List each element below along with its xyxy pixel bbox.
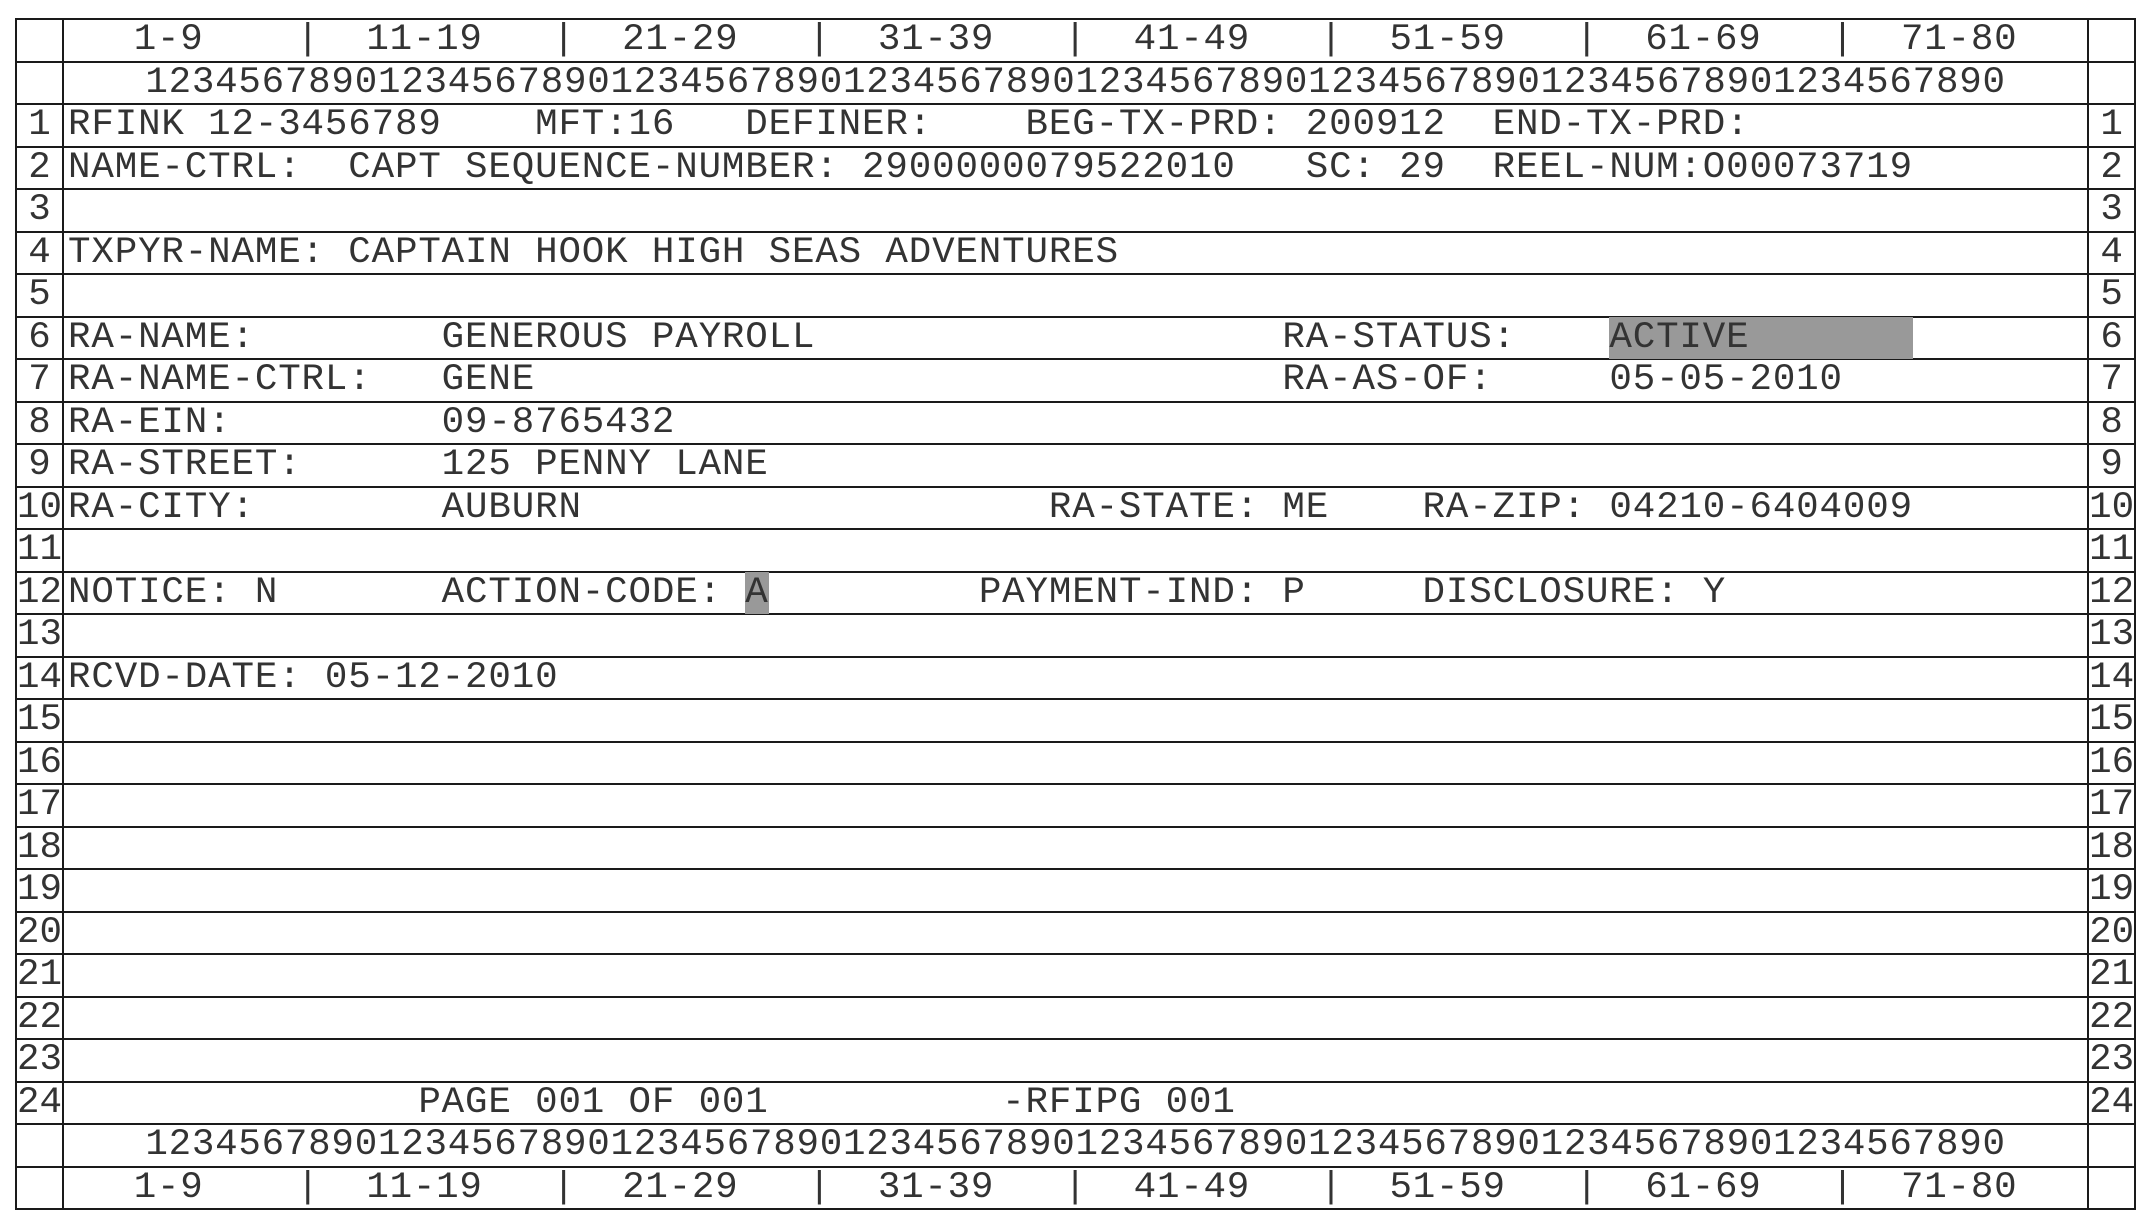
line-number: 17 xyxy=(2089,784,2135,827)
line-number: 9 xyxy=(16,444,63,487)
column-digits-label: 12345678901234567890123456789012345678901234567890123456789012345678901234567890 xyxy=(63,62,2088,105)
screen-line xyxy=(16,487,2135,530)
ra-status-field[interactable]: ACTIVE xyxy=(1609,316,1913,359)
line-text[interactable] xyxy=(63,784,2088,827)
line-number: 15 xyxy=(17,699,63,742)
line-number: 6 xyxy=(2088,317,2135,360)
line-number: 13 xyxy=(2089,614,2135,657)
line-text[interactable] xyxy=(63,1039,2088,1082)
line-number: 14 xyxy=(2089,656,2135,699)
line-text[interactable] xyxy=(63,529,2088,572)
line-number: 9 xyxy=(2088,444,2135,487)
ra-name-text: RA-NAME: GENEROUS PAYROLL RA-STATUS: xyxy=(68,316,1610,359)
line-text[interactable] xyxy=(63,869,2088,912)
screen-line xyxy=(16,444,2135,487)
screen-line xyxy=(16,402,2135,445)
screen-line xyxy=(16,912,2135,955)
screen-line xyxy=(16,359,2135,402)
line-text[interactable]: RA-STREET: 125 PENNY LANE xyxy=(63,444,2088,487)
line-number: 21 xyxy=(2089,954,2135,997)
line-number: 12 xyxy=(2089,571,2135,614)
line-number: 4 xyxy=(2088,232,2135,275)
line-number: 4 xyxy=(16,232,63,275)
line-number: 6 xyxy=(16,317,63,360)
line-number: 20 xyxy=(17,911,63,954)
screen-line xyxy=(16,232,2135,275)
line-number: 19 xyxy=(2089,869,2135,912)
line-number: 16 xyxy=(17,741,63,784)
line-number: 8 xyxy=(16,402,63,445)
screen-line xyxy=(16,189,2135,232)
line-number: 24 xyxy=(2089,1081,2135,1124)
line-number: 14 xyxy=(17,656,63,699)
notice-text: NOTICE: N ACTION-CODE: xyxy=(68,571,746,614)
line-text[interactable]: RFINK 12-3456789 MFT:16 DEFINER: BEG-TX-PRD: 200912 END-TX-PRD: xyxy=(63,104,2088,147)
line-number: 3 xyxy=(2088,189,2135,232)
line-number: 16 xyxy=(2089,741,2135,784)
line-number: 1 xyxy=(2088,104,2135,147)
line-text[interactable] xyxy=(63,317,2088,360)
line-number: 13 xyxy=(17,614,63,657)
payment-disclosure-text: PAYMENT-IND: P DISCLOSURE: Y xyxy=(768,571,1727,614)
ruler-ranges-bottom xyxy=(16,1167,2135,1210)
screen-line xyxy=(16,742,2135,785)
line-number: 2 xyxy=(2088,147,2135,190)
line-number: 11 xyxy=(2089,529,2135,572)
line-number: 8 xyxy=(2088,402,2135,445)
terminal-screen-grid xyxy=(15,18,2136,1210)
line-number: 3 xyxy=(16,189,63,232)
ruler-ranges-top xyxy=(16,19,2135,62)
ruler-digits-top xyxy=(16,62,2135,105)
line-number: 7 xyxy=(2088,359,2135,402)
line-number: 5 xyxy=(16,274,63,317)
line-text[interactable] xyxy=(63,572,2088,615)
line-text[interactable] xyxy=(63,699,2088,742)
screen-line xyxy=(16,104,2135,147)
line-text[interactable]: RCVD-DATE: 05-12-2010 xyxy=(63,657,2088,700)
line-number: 1 xyxy=(16,104,63,147)
screen-line xyxy=(16,657,2135,700)
screen-line xyxy=(16,317,2135,360)
line-text[interactable] xyxy=(63,614,2088,657)
line-number: 15 xyxy=(2089,699,2135,742)
line-text[interactable] xyxy=(63,742,2088,785)
column-ranges-label: 1-9 | 11-19 | 21-29 | 31-39 | 41-49 | 51-59 | 61-69 | 71-80 xyxy=(64,1166,2088,1209)
action-code-field[interactable]: A xyxy=(745,571,769,614)
column-ranges-label: 1-9 | 11-19 | 21-29 | 31-39 | 41-49 | 51-59 | 61-69 | 71-80 xyxy=(64,19,2088,62)
line-number: 18 xyxy=(2089,826,2135,869)
line-number: 21 xyxy=(17,954,63,997)
screen-line xyxy=(16,1039,2135,1082)
line-number: 20 xyxy=(2089,911,2135,954)
screen-line xyxy=(16,954,2135,997)
line-number: 7 xyxy=(16,359,63,402)
ruler-digits-bottom xyxy=(16,1124,2135,1167)
screen-line xyxy=(16,699,2135,742)
line-number: 24 xyxy=(17,1081,63,1124)
line-number: 5 xyxy=(2088,274,2135,317)
screen-line xyxy=(16,147,2135,190)
screen-line xyxy=(16,274,2135,317)
line-number: 11 xyxy=(17,529,63,572)
line-number: 17 xyxy=(17,784,63,827)
line-text[interactable] xyxy=(63,274,2088,317)
line-text[interactable]: NAME-CTRL: CAPT SEQUENCE-NUMBER: 2900000079522010 SC: 29 REEL-NUM:O00073719 xyxy=(63,147,2088,190)
screen-line xyxy=(16,784,2135,827)
screen-line xyxy=(16,997,2135,1040)
line-number: 10 xyxy=(17,486,63,529)
line-number: 23 xyxy=(17,1039,63,1082)
line-number: 22 xyxy=(17,996,63,1039)
line-number: 23 xyxy=(2089,1039,2135,1082)
line-number: 10 xyxy=(2089,486,2135,529)
line-text[interactable]: TXPYR-NAME: CAPTAIN HOOK HIGH SEAS ADVENTURES xyxy=(63,232,2088,275)
screen-line xyxy=(16,614,2135,657)
line-text[interactable]: RA-NAME-CTRL: GENE RA-AS-OF: 05-05-2010 xyxy=(63,359,2088,402)
line-number: 12 xyxy=(17,571,63,614)
line-text[interactable] xyxy=(63,997,2088,1040)
screen-line xyxy=(16,572,2135,615)
line-number: 19 xyxy=(17,869,63,912)
screen-line xyxy=(16,1082,2135,1125)
line-text[interactable] xyxy=(63,912,2088,955)
screen-line xyxy=(16,869,2135,912)
line-number: 18 xyxy=(17,826,63,869)
line-text[interactable] xyxy=(63,189,2088,232)
screen-line xyxy=(16,529,2135,572)
page-indicator-line: PAGE 001 OF 001 -RFIPG 001 xyxy=(63,1082,2088,1125)
line-text[interactable] xyxy=(63,827,2088,870)
line-text[interactable]: RA-EIN: 09-8765432 xyxy=(63,402,2088,445)
screen-line xyxy=(16,827,2135,870)
line-text[interactable]: RA-CITY: AUBURN RA-STATE: ME RA-ZIP: 04210-6404009 xyxy=(63,487,2088,530)
column-digits-label: 12345678901234567890123456789012345678901234567890123456789012345678901234567890 xyxy=(63,1124,2088,1167)
line-number: 2 xyxy=(16,147,63,190)
line-number: 22 xyxy=(2089,996,2135,1039)
line-text[interactable] xyxy=(63,954,2088,997)
